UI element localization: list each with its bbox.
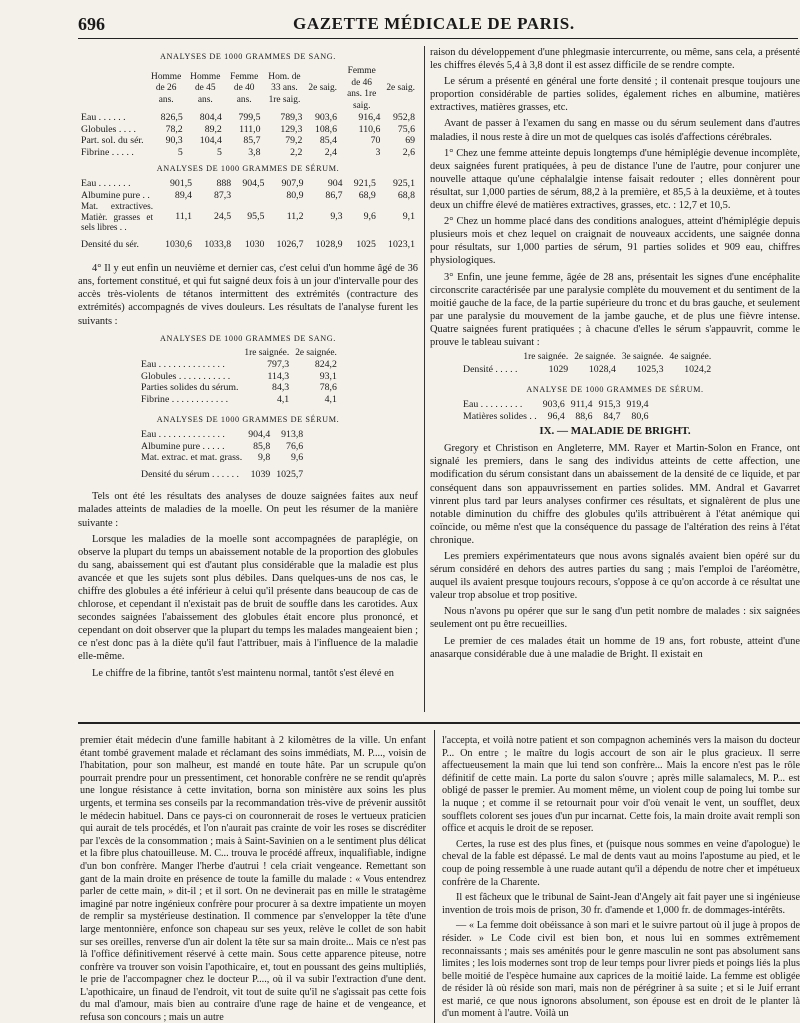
table-caption: ANALYSES DE 1000 GRAMMES DE SÉRUM. (156, 415, 340, 425)
page-number: 696 (78, 14, 105, 34)
paragraph: Lorsque les maladies de la moelle sont accompagnées de paraplégie, on observe la plupart du temps un abaissement notable de la proportion des globules du sang, abaissement qui est d'autant plus considérable que la maladie est plus avancée et que les sujets sont plus débiles. Dans quelques-uns de nos cas, le chiffre des globules a été inférieur à celui qu'il présente dans beaucoup de cas de chlorose, et cependant il n'existait pas de bruit de souffle dans les carotides. Aux secondes saignées l'abaissement des globules était encore plus prononcé, et cependant on doit observer que la plupart du temps les malades mangeaient bien ; ce n'est donc pas à la diète qu'il faut l'attribuer, mais à l'influence de la maladie elle-même. (78, 533, 418, 663)
row-label: Albumine pure . . (81, 189, 150, 201)
right-column (430, 46, 800, 716)
table-row (78, 147, 418, 159)
blood-analysis-table-2 (138, 348, 340, 406)
cell: 3 (375, 146, 381, 158)
cell: 85,4 (319, 135, 338, 147)
cell: 96,4 (547, 410, 565, 422)
page-header (78, 12, 798, 39)
table-row (78, 233, 418, 251)
table-row (138, 371, 340, 383)
table-caption: ANALYSES DE 1000 GRAMMES DE SANG. (160, 333, 336, 343)
column-header: Homme de 45 ans. (190, 71, 221, 105)
cell: 921,5 (353, 178, 376, 190)
cell: 11,1 (175, 211, 193, 223)
row-label: Densité du sér. (81, 238, 139, 250)
cell: 24,5 (214, 211, 232, 223)
paragraph: Certes, la ruse est des plus fines, et (puisque nous sommes en veine d'apologue) le cheval de la fable est dépassé. Le mal de dents vaut au moins l'apostume au pied, et le coup de poing ressemble à une ruade autant qu'il a dépendu de notre cher et impétueux confrère de la Charente. (442, 838, 800, 888)
cell: 789,3 (280, 112, 303, 124)
row-label: Globules . . . . . . . . . . . (141, 370, 231, 382)
table-row (460, 399, 652, 411)
table-row (138, 464, 306, 481)
table-row (78, 201, 418, 233)
cell: 78,2 (165, 123, 183, 135)
cell: 916,4 (358, 112, 381, 124)
table-caption: ANALYSES DE 1000 GRAMMES DE SANG. (160, 52, 336, 61)
cell: 904,4 (248, 429, 271, 441)
cell: 824,2 (314, 359, 337, 371)
paragraph: Il est fâcheux que le tribunal de Saint-Jean d'Angely ait fait payer une si ingénieuse invention de trois mois de prison, 30 fr. d'amende et 1,000 fr. de dommages-intérêts. (442, 892, 800, 916)
column-header: Hom. de 33 ans. 1re saig. (268, 71, 301, 105)
cell: 129,3 (280, 123, 303, 135)
table-caption: ANALYSE DE 1000 GRAMMES DE SÉRUM. (526, 385, 704, 395)
column-header: 1re saignée. (244, 347, 290, 358)
table-row (78, 190, 418, 202)
cell: 2,6 (402, 146, 415, 158)
row-label: Fibrine . . . . . . . . . . . . (141, 393, 229, 405)
row-label: Globules . . . . (81, 123, 136, 135)
table-row (78, 124, 418, 136)
cell: 925,1 (392, 178, 415, 190)
cell: 84,3 (272, 382, 290, 394)
cell: 1025,7 (276, 468, 304, 480)
cell: 68,9 (358, 189, 376, 201)
cell: 915,3 (598, 399, 621, 411)
cell: 9,6 (290, 452, 304, 464)
column-header: 1re saignée. (523, 352, 569, 363)
cell: 104,4 (199, 135, 222, 147)
row-label: Eau . . . . . . . . . . . . . . (141, 429, 225, 441)
cell: 952,8 (392, 112, 415, 124)
cell: 2,2 (290, 146, 303, 158)
cell: 826,5 (160, 112, 183, 124)
cell: 903,6 (314, 112, 338, 124)
cell: 114,3 (267, 370, 290, 382)
row-label: Eau . . . . . . . (81, 178, 131, 190)
cell: 108,6 (314, 123, 338, 135)
cell: 79,2 (285, 135, 303, 147)
cell: 90,3 (165, 135, 183, 147)
cell: 911,4 (570, 399, 593, 411)
column-divider (424, 46, 425, 712)
paragraph: Tels ont été les résultats des analyses de douze saignées faites aux neuf malades atteints de maladies de la moelle. On peut les résumer de la manière suivante : (78, 491, 418, 529)
cell: 9,6 (363, 211, 376, 223)
row-label: Eau . . . . . . . . . . . . . . (141, 359, 225, 371)
cell: 904,5 (242, 178, 265, 190)
cell: 804,4 (199, 112, 222, 124)
cell: 11,2 (286, 211, 304, 223)
cell: 1028,4 (588, 363, 616, 375)
row-label: Matières solides . . (463, 410, 537, 422)
row-label: Fibrine . . . . . (81, 146, 134, 158)
cell: 93,1 (319, 370, 337, 382)
paragraph: Les premiers expérimentateurs que nous avons signalés avaient bien opéré sur du sérum considéré en dehors des autres parties du sang ; mais l'emploi de l'aréomètre, auquel ils avaient presque toujours recours, s'oppose à ce qu'on accorde à ce résultat une valeur trop absolue et trop positive. (430, 551, 800, 602)
cell: 903,6 (542, 399, 565, 411)
cell: 799,5 (238, 112, 261, 124)
table-row (460, 411, 652, 423)
table-caption: ANALYSES DE 1000 GRAMMES DE SÉRUM. (156, 164, 340, 174)
cell: 5 (216, 146, 222, 158)
column-header: Femme de 46 ans. 1re saig. (347, 66, 377, 111)
column-header (78, 66, 147, 112)
cell: 80,6 (631, 410, 649, 422)
cell: 80,9 (286, 189, 304, 201)
cell: 1025,3 (636, 363, 664, 375)
cell: 110,6 (358, 123, 381, 135)
cell: 9,3 (330, 211, 343, 223)
cell: 1033,8 (204, 238, 232, 250)
cell: 1025 (356, 238, 376, 250)
paragraph: 3° Enfin, une jeune femme, âgée de 28 ans, présentait les signes d'une encéphalite circonscrite caractérisée par une paralysie complète du mouvement et du sentiment de la moitié gauche de la face, de la partie supérieure du tronc et du bras gauche, et seulement par une paralysie du mouvement de la jambe gauche, et de plus une fièvre intense. Quatre saignées furent pratiquées ; à chacune d'elles le sérum s'appauvrit, comme le prouve le tableau suivant : (430, 271, 800, 348)
row-label: Densité du sérum . . . . . . (141, 468, 239, 480)
cell: 1039 (250, 468, 271, 480)
cell: 3,8 (248, 146, 261, 158)
paragraph: Nous n'avons pu opérer que sur le sang d'un petit nombre de malades : six saignées seulement ont pu être recueillies. (430, 606, 800, 631)
column-header (460, 352, 520, 364)
cell: 9,1 (402, 211, 415, 223)
column-header: Femme de 40 ans. (230, 71, 259, 105)
cell: 2,4 (324, 146, 338, 158)
cell: 913,8 (281, 429, 304, 441)
density-table (460, 352, 714, 375)
feuilleton-rule (78, 722, 800, 724)
table-row (138, 382, 340, 394)
row-label: Part. sol. du sér. (81, 135, 144, 147)
feuilleton-right-column (442, 735, 800, 1023)
cell: 85,7 (243, 135, 261, 147)
cell: 1030 (244, 238, 265, 250)
row-label: Mat. extractives. Matièr. grasses et sels libres . . (81, 201, 153, 233)
row-label: Albumine pure . . . . . (141, 440, 225, 452)
column-header: Homme de 26 ans. (151, 71, 182, 105)
column-header: 2e saignée. (574, 352, 616, 363)
feuilleton-left-column (80, 735, 426, 1023)
table-row (138, 452, 306, 464)
cell: 89,2 (204, 123, 222, 135)
cell: 901,5 (170, 178, 193, 190)
paragraph: 4° Il y eut enfin un neuvième et dernier cas, c'est celui d'un homme âgé de 36 ans, fortement constitué, et qui fut saigné deux fois à un jour d'intervalle pour des accès très-violents de tétanos intermittent des extrémités (contracture des extrémités) accompagnés de vives douleurs. Les résultats de l'analyse furent les suivants : (78, 263, 418, 327)
paragraph: Gregory et Christison en Angleterre, MM. Rayer et Martin-Solon en France, ont signalé les premiers, dans le sang des individus atteints de cette affection, une modification du sérum consistant dans un abaissement de la densité de ce liquide, et par conséquent dans son appauvrissement en parties solides. MM. Andral et Gavarret vinrent plus tard par leurs analyses confirmer ces résultats, et signalèrent de plus une notable diminution du chiffre des globules qu'ils attribuèrent à l'état anémique qui coïncide, ou même n'est que la conséquence du passage de l'altération des reins à l'état chronique. (430, 443, 800, 546)
paragraph: 2° Chez un homme placé dans des conditions analogues, atteint d'hémiplégie depuis plusieurs mois et chez lequel on craignait de nouveaux accidents, une saignée donna pour résultats, sur 1,000 parties de sérum, 91 parties solides et 909 eau, chiffres physiologiques. (430, 216, 800, 267)
cell: 111,0 (239, 123, 261, 135)
cell: 888 (216, 178, 232, 190)
paragraph: Le chiffre de la fibrine, tantôt s'est maintenu normal, tantôt s'est élevé en (92, 667, 394, 679)
table-row (460, 364, 714, 376)
column-header: 2e saig. (386, 83, 415, 94)
journal-title: GAZETTE MÉDICALE DE PARIS. (293, 14, 575, 33)
paragraph: raison du développement d'une phlegmasie intercurrente, ou même, sans cela, a présenté les chiffres élevés 5,4 à 3,8 dont il est assez difficile de se rendre compte. (430, 47, 800, 72)
paragraph: 1° Chez une femme atteinte depuis longtemps d'une hémiplégie devenue incomplète, deux saignées furent pratiquées, à peu de distance l'une de l'autre, pour conjurer une nouvelle attaque qu'une céphalalgie intense faisait redouter ; elles donnèrent pour résultat, sur 1,000 parties de sérum, 88,2 à la première, et 85,5 à la deuxième, et à toutes deux un chiffre élevé de matières extractives, grasses, etc. : 12,7 et 10,5. (430, 147, 800, 212)
cell: 75,6 (397, 123, 415, 135)
column-divider (434, 730, 435, 1023)
cell: 86,7 (325, 189, 343, 201)
cell: 919,4 (626, 399, 649, 411)
cell: 1029 (548, 363, 569, 375)
paragraph: Le premier de ces malades était un homme de 19 ans, fort robuste, atteint d'une anasarque considérable due à une maladie de Bright. Il existait en (430, 635, 800, 660)
cell: 1024,2 (684, 363, 712, 375)
column-header: 2e saignée. (295, 347, 337, 358)
cell: 68,8 (397, 189, 415, 201)
table-row (78, 112, 418, 124)
left-column (78, 46, 418, 716)
cell: 797,3 (267, 359, 290, 371)
cell: 88,6 (575, 410, 593, 422)
serum-analysis-table (78, 178, 418, 250)
cell: 76,6 (286, 440, 304, 452)
cell: 4,1 (276, 393, 290, 405)
table-row (78, 135, 418, 147)
cell (234, 190, 267, 202)
cell: 85,8 (253, 440, 271, 452)
cell: 1030,6 (165, 238, 193, 250)
cell: 70 (370, 135, 381, 147)
paragraph: Le sérum a présenté en général une forte densité ; il contenait presque toujours une proportion considérable de parties solides, également riches en albumine, matières extractives, matières grasses, etc. (430, 76, 800, 114)
cell: 907,9 (281, 178, 304, 190)
cell: 87,3 (214, 189, 232, 201)
column-header: 2e saig. (308, 83, 338, 94)
cell: 9,8 (258, 452, 271, 464)
table-row (138, 441, 306, 453)
row-label: Parties solides du sérum. (141, 382, 239, 394)
row-label: Eau . . . . . . . . . (463, 399, 523, 411)
cell: 69 (405, 135, 415, 147)
paragraph: Avant de passer à l'examen du sang en masse ou du sérum seulement dans d'autres maladies, il nous reste à dire un mot de quelques cas isolés d'affections cérébrales. (430, 118, 800, 143)
cell: 84,7 (603, 410, 621, 422)
cell: 89,4 (174, 189, 193, 201)
cell: 4,1 (324, 393, 337, 405)
row-label: Densité . . . . . (463, 363, 518, 375)
row-label: Eau . . . . . . (81, 112, 126, 124)
table-row (138, 359, 340, 371)
table-row (138, 394, 340, 406)
cell: 1028,9 (315, 238, 343, 250)
cell: 1026,7 (276, 238, 304, 250)
table-row (78, 178, 418, 190)
cell: 1023,1 (388, 238, 415, 250)
serum-composition-table (460, 399, 652, 422)
blood-analysis-table (78, 66, 418, 158)
column-header: 4e saignée. (669, 352, 712, 363)
table-row (138, 429, 306, 441)
paragraph: — « La femme doit obéissance à son mari et le suivre partout où il juge à propos de résider. » Le Code civil est bien bon, et nous lui en sommes extrêmement reconnaissants ; mais ses aménités pour le genre masculin ne sont pas absolument sans limites ; les lois modernes sont trop de leur temps pour livrer pieds et poings liés la plus belle moitié de l'espèce humaine aux caprices de la moitié laide. La femme est obligée de résider là où réside son mari, mais non de pérégriner à sa suite ; et si le Juif errant est marié, ce que nous ignorons absolument, son épouse est en droit de le planter là d'un moment à l'autre. Voilà un (442, 920, 800, 1020)
row-label: Mat. extrac. et mat. grass. (141, 452, 243, 464)
cell: 5 (177, 146, 183, 158)
paragraph: premier était médecin d'une famille habitant à 2 kilomètres de la ville. Un enfant étant tombé gravement malade et réclamant des soins immédiats, M. P...., voisin de l'habitation, pour son malheur, est mandé en toute hâte. Par un scrupule qu'on pourrait prendre pour un pressentiment, cet honorable confrère ne se rendit qu'après une longue résistance à cette invitation, borna son ministère aux soins les plus urgents, et termina ses conseils par la recommandation très-vive de prévenir aussitôt le médecin habituel. Dans ce pays-ci on couronnerait de roses le vertueux praticien qui aurait de tels procédés, et l'on n'aurait pas crainte de voir les roses se discréditer par l'excès de la consommation ; mais à Saint-Savinien on a le sentiment plus délicat et la fibre plus chatouilleuse. M. C... trouva le procédé affreux, inqualifiable, indigne d'un bon confrère. Manger l'herbe d'autrui ! cela criait vengeance. Remettant son gant de la main droite en présence de toute la famille du malade : « Vous entendrez parler de cette main, » dit-il ; et il sort. On ne devinerait pas en mille le stratagème imaginé par notre ingénieux confrère pour procurer à sa dextre impatiente un moyen de remplir sa mystérieuse destination. Il commence par s'envelopper la tête d'une large mentonnière, enfonce son chapeau sur ses yeux, relève le collet de son habit sur ses oreilles, renverse d'un air dolent la tête sur sa main droite... Mais ce n'est pas là l'office définitivement réservé à cette main. Sous cette apparence piteuse, notre confrère va trouver son voisin l'apothicaire, et, tout en poussant des geins multipliés, le prie de l'accompagner chez le docteur P...., où il va subir l'extraction d'une dent. L'apothicaire, un finaud de l'endroit, vit tout de suite qu'il ne s'agissait pas cette fois du mal d'amour, mais bien au contraire d'une rage de haine et de vengeance, et refusa son concours ; mais un autre (80, 735, 426, 1023)
cell: 904 (327, 178, 343, 190)
paragraph: l'accepta, et voilà notre patient et son compagnon acheminés vers la maison du docteur P... On entre ; le maître du logis accourt de son air le plus gracieux. Il serre affectueusement la main que lui tend son confrère... Mais la encore n'est pas le rôle définitif de cette main. La porte du salon s'ouvre ; après mille salamalecs, M. P... est obligé de passer le premier. Au moment même, un violent coup de poing lui tombe sur la nuque ; et comme il se retournait pour voir d'où venait le vent, un soufflet, deux soufflets colorent ses joues d'un pur incarnat. Cette fois, la main droite avait rempli son office et acquis le droit de se reposer. (442, 735, 800, 835)
cell: 95,5 (247, 211, 265, 223)
column-header: 3e saignée. (621, 352, 664, 363)
section-heading: IX. — MALADIE DE BRIGHT. (539, 425, 691, 438)
serum-analysis-table-2 (138, 429, 306, 480)
cell: 78,6 (319, 382, 337, 394)
column-header (138, 348, 241, 360)
